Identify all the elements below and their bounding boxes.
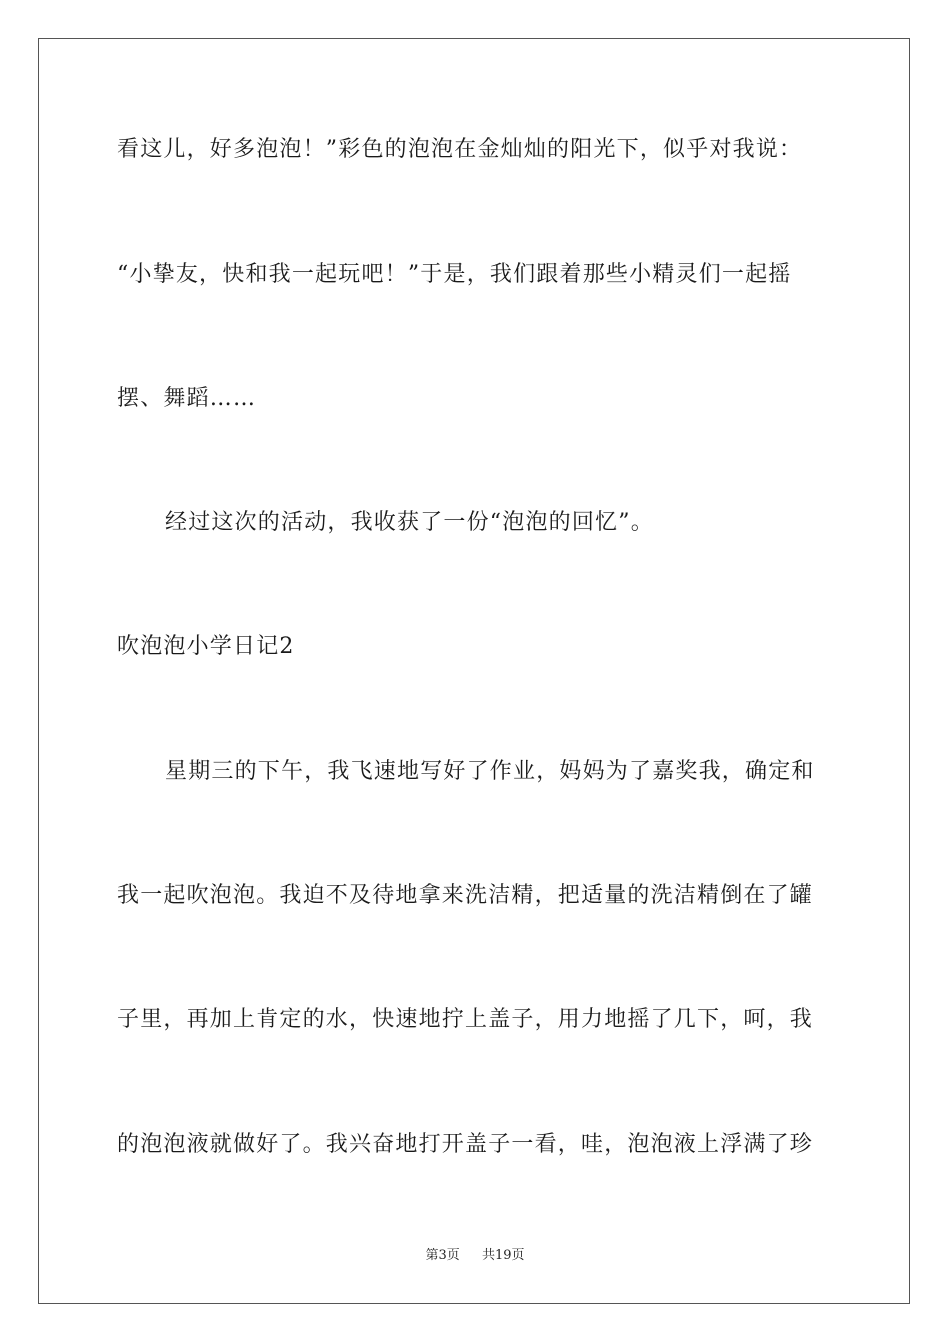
- text-line: “小挚友，快和我一起玩吧！”于是，我们跟着那些小精灵们一起摇: [117, 262, 792, 287]
- text-line: 子里，再加上肯定的水，快速地拧上盖子，用力地摇了几下，呵，我: [117, 1007, 814, 1032]
- text-line: 我一起吹泡泡。我迫不及待地拿来洗洁精，把适量的洗洁精倒在了罐: [117, 883, 814, 908]
- page-total: 共19页: [482, 1248, 525, 1263]
- page-number: 第3页: [425, 1248, 460, 1263]
- paragraph-line: 经过这次的活动，我收获了一份“泡泡的回忆”。: [165, 510, 654, 535]
- page-border: [38, 38, 910, 1304]
- paragraph-line: 星期三的下午，我飞速地写好了作业，妈妈为了嘉奖我，确定和: [165, 759, 815, 784]
- text-line: 摆、舞蹈……: [117, 386, 257, 411]
- text-line: 的泡泡液就做好了。我兴奋地打开盖子一看，哇，泡泡液上浮满了珍: [117, 1132, 814, 1157]
- text-line: 看这儿，好多泡泡！”彩色的泡泡在金灿灿的阳光下，似乎对我说：: [117, 137, 803, 162]
- section-heading: 吹泡泡小学日记2: [117, 634, 295, 659]
- page-footer: [0, 1247, 950, 1265]
